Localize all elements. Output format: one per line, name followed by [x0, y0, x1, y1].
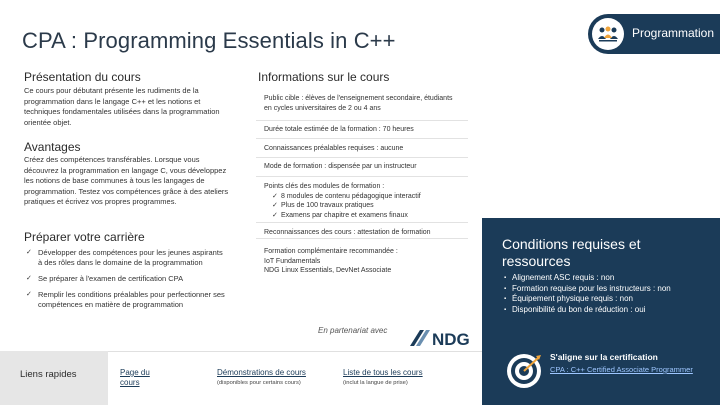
- divider: [256, 222, 468, 223]
- recommended-title: Formation complémentaire recommandée :: [264, 248, 398, 255]
- quick-links-box: [0, 351, 108, 405]
- course-page-link[interactable]: Page du cours: [120, 368, 150, 387]
- recommended-item: IoT Fundamentals: [264, 257, 321, 265]
- check-icon: ✓: [26, 291, 32, 298]
- list-item: ✓ 8 modules de contenu pédagogique interactif: [272, 192, 421, 200]
- info-duration: Durée totale estimée de la formation : 70 heures: [256, 121, 468, 137]
- category-badge: [588, 14, 720, 54]
- all-courses-note: (inclut la langue de prise): [343, 380, 408, 386]
- people-network-icon: [592, 18, 624, 50]
- info-mode: Mode de formation : dispensée par un instructeur: [256, 158, 468, 176]
- info-recommended: [256, 243, 468, 277]
- modules-title: Points clés des modules de formation :: [264, 183, 385, 190]
- all-courses-link[interactable]: Liste de tous les cours: [343, 368, 423, 377]
- list-item: ✓ Développer des compétences pour les jeunes aspirants à des rôles dans le domaine de la programmation: [26, 248, 223, 267]
- career-heading: Préparer votre carrière: [24, 230, 145, 244]
- requirements-list: [504, 273, 714, 315]
- list-item: ✓ Examens par chapitre et examens finaux: [272, 211, 408, 219]
- list-item: ✓ Se préparer à l'examen de certification CPA: [26, 274, 184, 283]
- target-icon: [505, 352, 543, 390]
- list-item: ▪ Alignement ASC requis : non: [504, 273, 714, 284]
- list-item: ▪ Formation requise pour les instructeurs : non: [504, 284, 714, 295]
- divider: [256, 238, 468, 239]
- advantages-heading: Avantages: [24, 140, 81, 154]
- recommended-item: NDG Linux Essentials, DevNet Associate: [264, 267, 392, 275]
- list-item: ▪ Disponibilité du bon de réduction : oui: [504, 305, 714, 316]
- info-modules: [256, 178, 468, 222]
- page-title: CPA : Programming Essentials in C++: [22, 28, 396, 53]
- list-item: ▪ Équipement physique requis : non: [504, 294, 714, 305]
- presentation-heading: Présentation du cours: [24, 70, 141, 84]
- check-icon: ✓: [272, 202, 278, 210]
- divider: [256, 138, 468, 139]
- check-icon: ✓: [26, 275, 32, 282]
- cert-link[interactable]: CPA : C++ Certified Associate Programmer: [550, 365, 693, 374]
- ndg-logo: [410, 326, 470, 350]
- modules-list: [264, 192, 460, 221]
- info-recognition: Reconnaissances des cours : attestation de formation: [256, 224, 468, 238]
- demos-link[interactable]: Démonstrations de cours: [217, 368, 306, 377]
- list-item: ✓ Remplir les conditions préalables pour perfectionner ses compétences en matière de programmation: [26, 290, 225, 309]
- check-icon: ✓: [272, 211, 278, 219]
- partner-label: En partenariat avec: [318, 326, 388, 335]
- check-icon: ✓: [26, 249, 32, 256]
- career-list: [26, 248, 226, 316]
- info-prereq: Connaissances préalables requises : aucune: [256, 140, 468, 156]
- info-audience: Public cible : élèves de l'enseignement secondaire, étudiants en cycles universitaires de 2 ou 4 ans: [256, 90, 468, 120]
- check-icon: ✓: [272, 192, 278, 200]
- quick-links-label: Liens rapides: [20, 369, 77, 380]
- badge-label: Programmation: [632, 26, 715, 40]
- advantages-body: Créez des compétences transférables. Lorsque vous découvrez la programmation en langage C, vous développez les notions de base communes à tous les langages de programmation. Testez vos compétences grâce à des ateliers pratiques et écrivez vos propres programmes.: [24, 155, 229, 207]
- requirements-heading: Conditions requises et ressources: [502, 236, 641, 269]
- cert-title: S'aligne sur la certification: [550, 352, 658, 362]
- svg-text:NDG: NDG: [432, 330, 470, 349]
- list-item: ✓ Plus de 100 travaux pratiques: [272, 202, 374, 210]
- info-heading: Informations sur le cours: [258, 70, 390, 84]
- presentation-body: Ce cours pour débutant présente les rudiments de la programmation dans le langage C++ et les notions et techniques fondamentales utilisées dans la programmation orientée objet.: [24, 86, 220, 127]
- demos-note: (disponibles pour certains cours): [217, 380, 301, 386]
- divider: [256, 176, 468, 177]
